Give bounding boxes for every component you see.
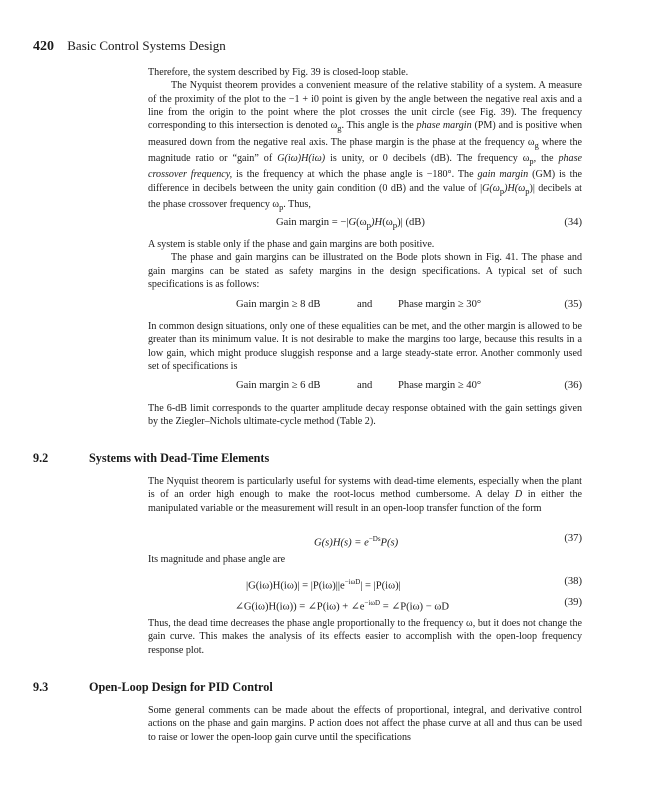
section-number: 9.2	[33, 451, 49, 465]
page-number: 420	[33, 39, 54, 54]
equation-number: (39)	[564, 597, 582, 608]
section-heading-9-2	[33, 451, 269, 466]
text-block-dead-time-effect	[148, 617, 582, 657]
paragraph: The Nyquist theorem is particularly useful for systems with dead-time elements, especially when the plant is of an order high enough to make the root-locus method cumbersome. A delay D in either the manipulated variable or the measurement will result in an open-loop transfer function of the form	[148, 476, 582, 514]
equation-36	[148, 378, 582, 394]
paragraph: The 6-dB limit corresponds to the quarter amplitude decay response obtained with the gain settings given by the Ziegler–Nichols ultimate-cycle method (Table 2).	[148, 403, 582, 428]
equation-and: and	[357, 380, 373, 391]
equation-gain-spec: Gain margin ≥ 8 dB	[236, 299, 321, 310]
running-header	[33, 38, 226, 55]
equation-number: (36)	[564, 380, 582, 391]
equation-number: (35)	[564, 299, 582, 310]
section-heading-9-3	[33, 680, 273, 695]
paragraph: Thus, the dead time decreases the phase angle proportionally to the frequency ω, but it does not change the gain curve. This makes the analysis of its effects easier to accomplish with the open-loop frequency response plot.	[148, 618, 582, 656]
text-block-design-situations	[148, 320, 582, 373]
paragraph: Some general comments can be made about the effects of proportional, integral, and derivative control actions on the phase and gain margins. P action does not affect the phase curve at all and thus can be used to raise or lower the open-loop gain curve until the specifications	[148, 705, 582, 743]
equation-expression: $G(s)H(s) = e^{-Ds}P(s)$	[314, 535, 399, 549]
equation-expression: ∠G(iω)H(iω)) = ∠P(iω) + $\angle e^{-i\omega D}$ = ∠P(iω) − ωD	[235, 599, 449, 613]
paragraph: The phase and gain margins can be illustrated on the Bode plots shown in Fig. 41. The phase and gain margins can be stated as safety margins in the design specifications. A typical set of such specifications is as follows:	[148, 252, 582, 291]
section-title: Systems with Dead-Time Elements	[89, 451, 270, 465]
equation-and: and	[357, 299, 373, 310]
running-title: Basic Control Systems Design	[67, 38, 226, 53]
text-block-6db-limit	[148, 402, 582, 429]
equation-expression: $|G(i\omega)H(i\omega)| = |P(i\omega)||e^{-i\omega D}| = |P(i\omega)|$	[246, 578, 401, 592]
equation-expression: Gain margin = $-|G(\omega_p)H(\omega_p)|$ (dB)	[276, 217, 425, 231]
equation-phase-spec: Phase margin ≥ 40°	[398, 380, 482, 391]
paragraph-phase-margin: The Nyquist theorem provides a convenient measure of the relative stability of a system. A measure of the proximity of the plot to the −1 + i0 point is given by the angle between the negative real axis and a line from the origin to the point where the plot crosses the unit circle (see Fig. 39). The frequency corresponding to this intersection is denoted $\omega_g$. This angle is the phase margin (PM) and is positive when measured down from the negative real axis. The phase margin is the phase at the frequency $\omega_g$ where the magnitude ratio or “gain” of G(iω)H(iω) is unity, or 0 decibels (dB). The frequency $\omega_p$, the phase crossover frequency, is the frequency at which the phase angle is −180°. The gain margin (GM) is the difference in decibels between the unity gain condition (0 dB) and the value of $|G(\omega_p)H(\omega_p)|$ decibels at the phase crossover frequency $\omega_p$. Thus,	[148, 80, 582, 213]
text-block-pid	[148, 704, 582, 744]
equation-number: (38)	[564, 576, 582, 587]
text-block-dead-time	[148, 475, 582, 515]
equation-34	[148, 215, 582, 231]
text-block-stability	[148, 238, 582, 291]
equation-gain-spec: Gain margin ≥ 6 dB	[236, 380, 321, 391]
equation-35	[148, 297, 582, 313]
section-title: Open-Loop Design for PID Control	[89, 680, 273, 694]
paragraph: A system is stable only if the phase and gain margins are both positive.	[148, 239, 435, 250]
paragraph: Its magnitude and phase angle are	[148, 554, 286, 565]
equation-number: (34)	[564, 217, 582, 228]
paragraph: In common design situations, only one of these equalities can be met, and the other margin is allowed to be greater than its minimum value. It is not desirable to make the margins too large, because this results in a low gain, which might produce sluggish response and a large steady-state error. Another commonly used set of specifications is	[148, 321, 582, 373]
text-block-nyquist-margins	[148, 66, 582, 215]
equation-phase-spec: Phase margin ≥ 30°	[398, 299, 482, 310]
section-number: 9.3	[33, 680, 49, 694]
equation-38	[148, 574, 582, 590]
equation-37	[148, 531, 582, 547]
text-block-magnitude-phase	[148, 553, 582, 566]
equation-number: (37)	[564, 533, 582, 544]
equation-39	[148, 595, 582, 611]
paragraph: Therefore, the system described by Fig. 39 is closed-loop stable.	[148, 67, 409, 78]
